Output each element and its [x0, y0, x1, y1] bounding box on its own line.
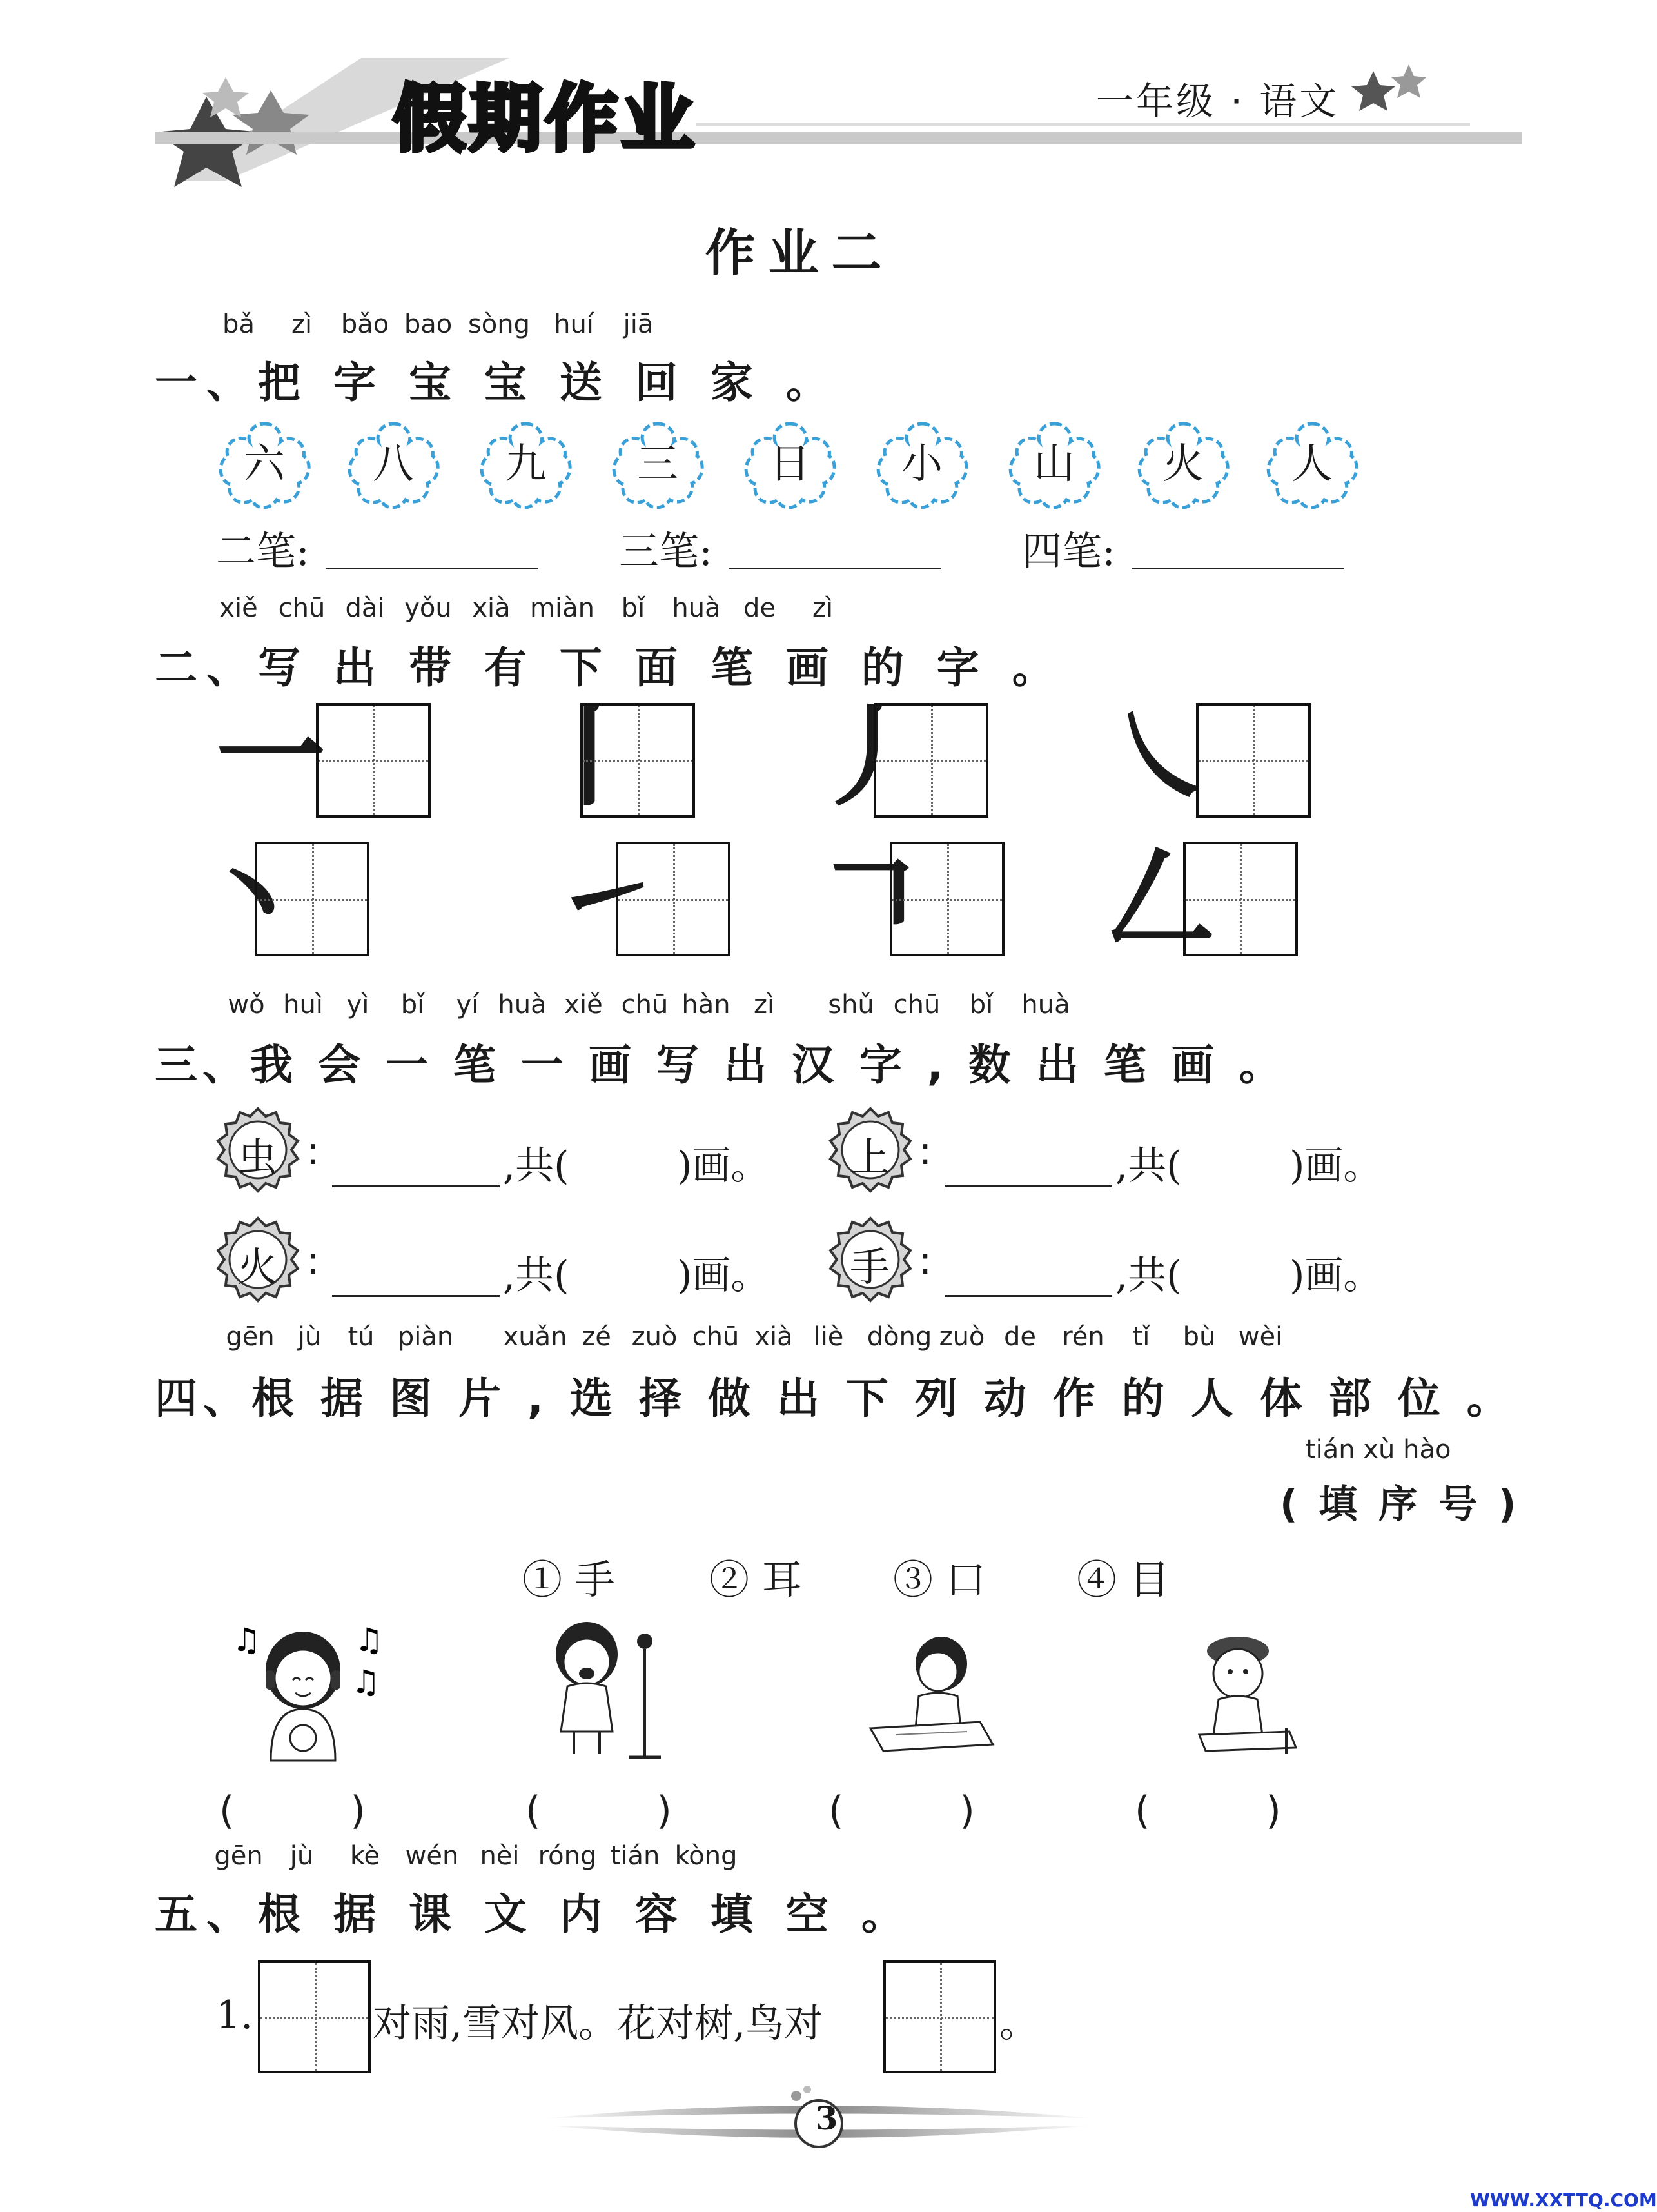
pinyin: shǔ — [828, 990, 874, 1020]
flower-char: 九 — [505, 440, 546, 488]
char-flower[interactable] — [1006, 416, 1103, 513]
hua-label: )画。 — [1289, 1143, 1382, 1189]
pinyin: bù — [1182, 1322, 1216, 1352]
pinyin: bǎo — [340, 310, 389, 339]
svg-text:♫: ♫ — [232, 1621, 261, 1659]
section2-pinyin — [0, 593, 1600, 632]
flower-char: 八 — [373, 440, 414, 488]
pinyin: bao — [404, 310, 453, 339]
stroke-glyph: 𠃋 — [1106, 836, 1216, 963]
stroke-glyph: 丶 — [197, 836, 307, 963]
pinyin: zì — [812, 593, 834, 623]
pinyin: sòng — [467, 310, 531, 339]
writing-box[interactable] — [255, 842, 369, 956]
pinyin: tǐ — [1132, 1322, 1150, 1352]
pinyin: róng — [538, 1841, 597, 1871]
section1-heading: 一、把 字 宝 宝 送 回 家 。 — [155, 358, 838, 408]
header-rule — [155, 132, 1522, 144]
pinyin: chū — [893, 990, 941, 1020]
section3-heading: 三、我 会 一 笔 一 画 写 出 汉 字 , 数 出 笔 画 。 — [155, 1040, 1287, 1090]
stroke3-answer-line[interactable] — [729, 568, 941, 569]
pinyin: huì — [283, 990, 323, 1020]
pinyin: rén — [1062, 1322, 1104, 1352]
hua-label: )画。 — [677, 1253, 770, 1298]
char-huo: 火 — [237, 1243, 278, 1290]
char-flower[interactable] — [345, 416, 442, 513]
answer-paren[interactable]: ( ) — [1135, 1788, 1281, 1833]
writing-box[interactable] — [1196, 703, 1311, 818]
pinyin: xiě — [219, 593, 258, 623]
pinyin: zuò — [939, 1322, 985, 1352]
colon: : — [919, 1238, 932, 1283]
pinyin: chū — [621, 990, 669, 1020]
writing-box[interactable] — [316, 703, 431, 818]
answer-paren[interactable]: ( ) — [219, 1788, 366, 1833]
pinyin: de — [1004, 1322, 1036, 1352]
flower-char: 人 — [1291, 440, 1333, 488]
stroke-order-line[interactable] — [945, 1185, 1112, 1187]
item-number: 1. — [216, 1993, 253, 2038]
section3-pinyin — [0, 990, 1600, 1029]
gong-label: ,共( — [1115, 1253, 1182, 1298]
page-title: 作业二 — [705, 224, 895, 282]
char-shou: 手 — [850, 1243, 890, 1290]
pinyin: chū — [278, 593, 326, 623]
pinyin: jiā — [623, 310, 654, 339]
pinyin: huà — [672, 593, 721, 623]
girl-writing-image — [858, 1632, 1006, 1761]
fill-box-1[interactable] — [258, 1960, 371, 2073]
section4-heading: 四、根 据 图 片 , 选 择 做 出 下 列 动 作 的 人 体 部 位 。 — [155, 1374, 1515, 1423]
stroke-glyph: ㇀ — [551, 836, 662, 963]
stroke4-answer-line[interactable] — [1132, 568, 1344, 569]
char-flower[interactable] — [741, 416, 838, 513]
hua-label: )画。 — [677, 1143, 770, 1189]
header-small-stars-icon — [1341, 58, 1438, 129]
char-flower[interactable] — [1264, 416, 1360, 513]
flower-char: 小 — [901, 440, 943, 488]
fill-box-2[interactable] — [883, 1960, 996, 2073]
pinyin: zuò — [631, 1322, 678, 1352]
couplet-end: 。 — [999, 2001, 1038, 2046]
pinyin: huà — [1021, 990, 1070, 1020]
stroke-glyph: 一 — [216, 694, 326, 822]
pinyin: gēn — [214, 1841, 263, 1871]
couplet-text: 对雨,雪对风。花对树,鸟对 — [373, 2001, 823, 2046]
gong-label: ,共( — [503, 1253, 569, 1298]
stroke-glyph: 丿 — [812, 694, 923, 822]
writing-box[interactable] — [616, 842, 730, 956]
fill-number-note: ( 填 序 号 ) — [1280, 1482, 1520, 1527]
pinyin: xiě — [564, 990, 603, 1020]
section4-pinyin — [0, 1322, 1600, 1361]
pinyin: xià — [754, 1322, 793, 1352]
svg-text:♫: ♫ — [355, 1621, 384, 1659]
stroke-order-line[interactable] — [332, 1295, 500, 1297]
colon: : — [919, 1129, 932, 1174]
pinyin: bǐ — [969, 990, 994, 1020]
girl-singing-image — [535, 1615, 683, 1764]
writing-box[interactable] — [580, 703, 695, 818]
pinyin: huí — [554, 310, 594, 339]
stroke2-label: 二笔: — [216, 528, 309, 575]
pinyin: bǎ — [222, 310, 255, 339]
pinyin: zì — [753, 990, 775, 1020]
writing-box[interactable] — [1183, 842, 1298, 956]
header-banner: 假期作业 — [393, 77, 698, 161]
stroke4-label: 四笔: — [1022, 528, 1115, 575]
pinyin: miàn — [530, 593, 594, 623]
stroke-glyph: 丨 — [535, 694, 645, 822]
header-stars-decoration — [148, 52, 380, 193]
pinyin: xuǎn — [503, 1322, 567, 1352]
pinyin: wén — [405, 1841, 459, 1871]
pinyin: bǐ — [400, 990, 425, 1020]
option-eye: ④ 目 — [1077, 1556, 1170, 1603]
pinyin: piàn — [397, 1322, 454, 1352]
stroke-order-line[interactable] — [332, 1185, 500, 1187]
hua-label: )画。 — [1289, 1253, 1382, 1298]
pinyin: kòng — [674, 1841, 738, 1871]
char-flower[interactable] — [874, 416, 970, 513]
char-flower[interactable] — [477, 416, 574, 513]
section5-pinyin — [0, 1841, 1600, 1880]
pinyin: wǒ — [228, 990, 265, 1020]
char-flower[interactable] — [1135, 416, 1231, 513]
char-chong: 虫 — [237, 1134, 278, 1181]
pinyin: bǐ — [621, 593, 645, 623]
flower-char: 山 — [1034, 440, 1075, 488]
pinyin: wèi — [1238, 1322, 1283, 1352]
pinyin: hàn — [681, 990, 730, 1020]
stroke-order-line[interactable] — [945, 1295, 1112, 1297]
section2-heading: 二、写 出 带 有 下 面 笔 画 的 字 。 — [155, 643, 1064, 693]
char-flower[interactable] — [216, 416, 313, 513]
pinyin: liè — [813, 1322, 844, 1352]
char-flower[interactable] — [609, 416, 706, 513]
boy-drawing-image — [1173, 1625, 1315, 1761]
option-mouth: ③ 口 — [893, 1556, 986, 1603]
pinyin: gēn — [226, 1322, 275, 1352]
answer-paren[interactable]: ( ) — [525, 1788, 672, 1833]
pinyin: zé — [582, 1322, 611, 1352]
girl-listening-music-image — [226, 1619, 393, 1761]
stroke3-label: 三笔: — [619, 528, 712, 575]
pinyin: jù — [289, 1841, 314, 1871]
answer-paren[interactable]: ( ) — [828, 1788, 975, 1833]
section5-heading: 五、根 据 课 文 内 容 填 空 。 — [155, 1890, 913, 1939]
watermark-url: WWW.XXTTQ.COM — [1470, 2189, 1657, 2211]
flower-char: 日 — [769, 440, 810, 488]
gong-label: ,共( — [1115, 1143, 1182, 1189]
section1-pinyin — [0, 310, 1600, 348]
pinyin: tián — [610, 1841, 660, 1871]
colon: : — [306, 1129, 320, 1174]
pinyin: tú — [348, 1322, 375, 1352]
pinyin: chū — [692, 1322, 740, 1352]
note-pinyin: tián xù hào — [1306, 1435, 1451, 1465]
pinyin: de — [743, 593, 776, 623]
pinyin: kè — [349, 1841, 380, 1871]
stroke2-answer-line[interactable] — [326, 568, 538, 569]
pinyin: yǒu — [404, 593, 452, 623]
stroke-glyph: ㇏ — [1109, 694, 1219, 822]
flower-char: 三 — [637, 440, 678, 488]
pinyin: xià — [472, 593, 511, 623]
pinyin: jù — [297, 1322, 322, 1352]
writing-box[interactable] — [874, 703, 988, 818]
page-number: 3 — [815, 2099, 838, 2137]
pinyin: yí — [456, 990, 479, 1020]
pinyin: dòng — [867, 1322, 932, 1352]
pinyin: huà — [498, 990, 547, 1020]
gong-label: ,共( — [503, 1143, 569, 1189]
char-shang: 上 — [850, 1134, 890, 1181]
grade-subject: 一年级 · 语文 — [1096, 79, 1340, 123]
svg-text:♫: ♫ — [351, 1663, 380, 1701]
option-ear: ② 耳 — [709, 1556, 802, 1603]
pinyin: nèi — [480, 1841, 520, 1871]
pinyin: yì — [346, 990, 369, 1020]
flower-char: 火 — [1162, 440, 1204, 488]
pinyin: zì — [291, 310, 313, 339]
option-hand: ① 手 — [522, 1556, 615, 1603]
stroke-glyph: 𠃍 — [816, 836, 926, 963]
pinyin: dài — [345, 593, 385, 623]
writing-box[interactable] — [890, 842, 1005, 956]
flower-char: 六 — [244, 440, 285, 488]
colon: : — [306, 1238, 320, 1283]
